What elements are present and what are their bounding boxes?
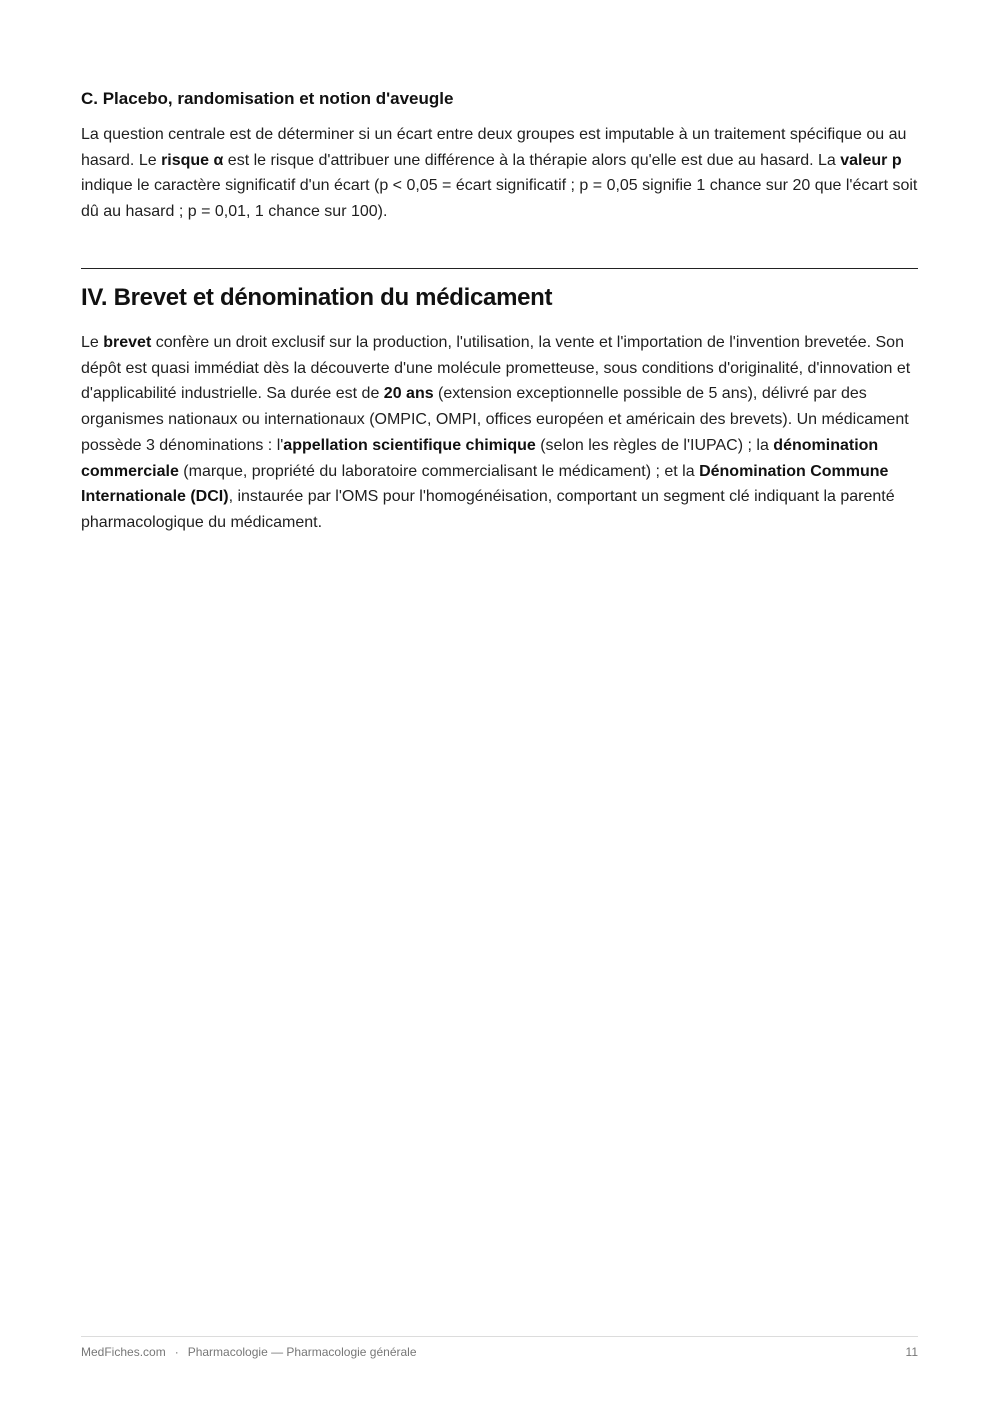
bold-term-risque-alpha: risque α xyxy=(161,151,224,169)
subsection-title: C. Placebo, randomisation et notion d'aveugle xyxy=(81,89,454,108)
footer-page-number: 11 xyxy=(905,1345,918,1359)
footer-left xyxy=(81,1344,417,1360)
paragraph-brevet xyxy=(81,330,918,536)
page-footer xyxy=(81,1344,918,1360)
footer-course-title: Pharmacologie — Pharmacologie générale xyxy=(187,1345,417,1359)
text-run: (selon les règles de l'IUPAC) ; la xyxy=(535,436,774,454)
text-run: (extension exceptionnelle possible de 5 ans), délivré par des organismes nationaux ou internationaux (OMPIC, OMPI, offices européen et américain des brevets). Un médicament possède 3 dénominations : l' xyxy=(81,385,909,454)
section-title: IV. Brevet et dénomination du médicament xyxy=(81,284,553,311)
text-run: (marque, propriété du laboratoire commercialisant le médicament) ; et la xyxy=(178,462,700,480)
bold-term-brevet: brevet xyxy=(103,334,152,351)
paragraph-placebo xyxy=(81,122,918,225)
footer-divider xyxy=(81,1336,918,1337)
bold-term-dci: Dénomination Commune Internationale (DCI) xyxy=(81,462,889,506)
footer-site-name: MedFiches.com xyxy=(81,1345,166,1359)
text-run: Le xyxy=(81,334,104,351)
bold-term-20-ans: 20 ans xyxy=(383,385,434,403)
text-run: est le risque d'attribuer une différence à la thérapie alors qu'elle est due au hasard. La xyxy=(223,151,841,169)
text-run: , instaurée par l'OMS pour l'homogénéisation, comportant un segment clé indiquant la parenté pharmacologique du médicament. xyxy=(81,488,895,531)
text-run: La question centrale est de déterminer si un écart entre deux groupes est imputable à un traitement spécifique ou au hasard. Le xyxy=(81,126,907,169)
footer-separator: · xyxy=(174,1345,179,1359)
bold-term-valeur-p: valeur p xyxy=(840,151,902,169)
text-run: confère un droit exclusif sur la production, l'utilisation, la vente et l'importation de l'invention brevetée. Son dépôt est quasi immédiat dès la découverte d'une molécule prometteuse, sous conditions d'originalité, d'innovation et d'applicabilité industrielle. Sa durée est de xyxy=(81,334,911,403)
text-run: indique le caractère significatif d'un écart (p < 0,05 = écart significatif ; p = 0,05 signifie 1 chance sur 20 que l'écart soit dû au hasard ; p = 0,01, 1 chance sur 100). xyxy=(81,177,918,221)
section-divider xyxy=(81,268,918,269)
bold-term-denomination-commerciale: dénomination commerciale xyxy=(81,436,879,480)
bold-term-appellation-chimique: appellation scientifique chimique xyxy=(283,436,536,454)
